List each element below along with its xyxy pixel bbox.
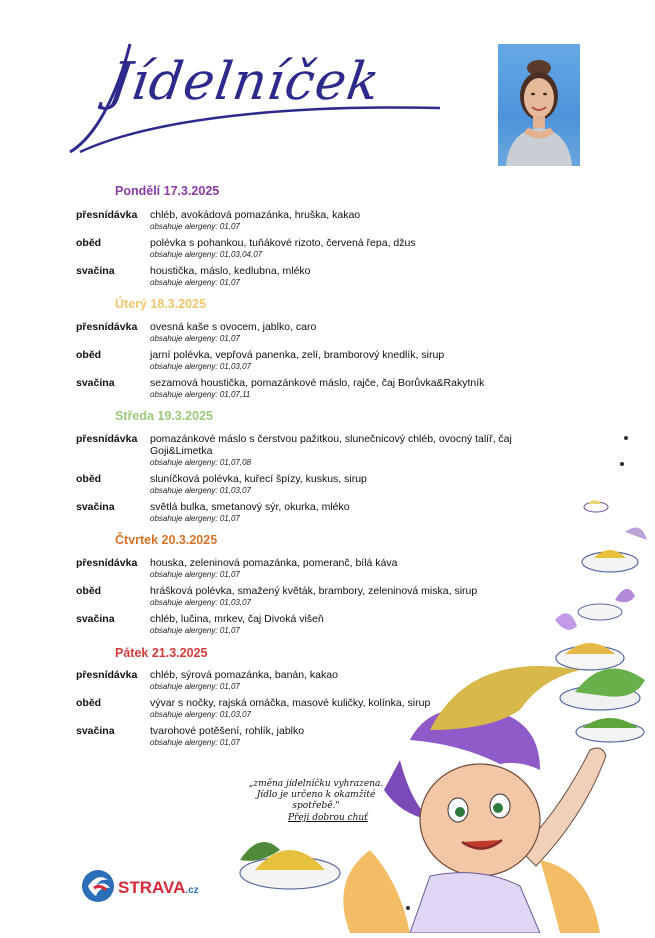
meal-type: oběd bbox=[76, 585, 102, 597]
meal-description: vývar s nočky, rajská omáčka, masové kuličky, kolínka, sirup bbox=[150, 697, 431, 709]
meal-description: hrášková polévka, smažený květák, brambory, zeleninová miska, sirup bbox=[150, 585, 478, 597]
meal-description: chléb, sýrová pomazánka, banán, kakao bbox=[150, 669, 338, 681]
meal-allergens: obsahuje alergeny: 01,07 bbox=[150, 514, 240, 523]
logo-suffix: .cz bbox=[185, 885, 199, 896]
note-line: Jídlo je určeno k okamžité spotřebě." bbox=[256, 790, 376, 811]
meal-type: svačina bbox=[76, 613, 115, 625]
meal-allergens: obsahuje alergeny: 01,07 bbox=[150, 334, 240, 343]
meal-allergens: obsahuje alergeny: 01,07 bbox=[150, 738, 240, 747]
strava-logo bbox=[80, 868, 200, 908]
meal-description: pomazánkové máslo s čerstvou pažitkou, slunečnicový chléb, ovocný talíř, čaj Goji&Limetka bbox=[150, 433, 512, 457]
meal-allergens: obsahuje alergeny: 01,03,07 bbox=[150, 710, 251, 719]
day-title-wednesday: Středa 19.3.2025 bbox=[115, 409, 213, 423]
meal-type: přesnídávka bbox=[76, 321, 138, 333]
meal-type: oběd bbox=[76, 473, 102, 485]
person-portrait-icon bbox=[498, 44, 580, 166]
meal-description: polévka s pohankou, tuňákové rizoto, červená řepa, džus bbox=[150, 237, 416, 249]
meal-allergens: obsahuje alergeny: 01,07 bbox=[150, 682, 240, 691]
meal-description: jarní polévka, vepřová panenka, zelí, bramborový knedlík, sirup bbox=[150, 349, 445, 361]
meal-type: přesnídávka bbox=[76, 669, 138, 681]
meal-type: oběd bbox=[76, 237, 102, 249]
logo-name: STRAVA bbox=[118, 878, 186, 897]
meal-type: svačina bbox=[76, 501, 115, 513]
bon-appetit-text: Přeji dobrou chuť bbox=[288, 813, 368, 823]
meal-type: svačina bbox=[76, 725, 115, 737]
meal-allergens: obsahuje alergeny: 01,03,07 bbox=[150, 598, 251, 607]
meal-description: ovesná kaše s ovocem, jablko, caro bbox=[150, 321, 317, 333]
meal-allergens: obsahuje alergeny: 01,07 bbox=[150, 222, 240, 231]
meal-allergens: obsahuje alergeny: 01,07,08 bbox=[150, 458, 251, 467]
meal-type: přesnídávka bbox=[76, 557, 138, 569]
meal-type: svačina bbox=[76, 265, 115, 277]
meal-type: přesnídávka bbox=[76, 209, 138, 221]
meal-allergens: obsahuje alergeny: 01,03,04,07 bbox=[150, 250, 263, 259]
meal-description: houstička, máslo, kedlubna, mléko bbox=[150, 265, 311, 277]
meal-description: světlá bulka, smetanový sýr, okurka, mléko bbox=[150, 501, 350, 513]
meal-description: houska, zeleninová pomazánka, pomeranč, bílá káva bbox=[150, 557, 398, 569]
meal-allergens: obsahuje alergeny: 01,07 bbox=[150, 626, 240, 635]
meal-description: tvarohové potěšení, rohlík, jablko bbox=[150, 725, 305, 737]
meal-allergens: obsahuje alergeny: 01,03,07 bbox=[150, 486, 251, 495]
meal-type: oběd bbox=[76, 697, 102, 709]
meal-description: chléb, lučina, mrkev, čaj Divoká višeň bbox=[150, 613, 324, 625]
meal-type: přesnídávka bbox=[76, 433, 138, 445]
day-title-monday: Pondělí 17.3.2025 bbox=[115, 184, 220, 198]
day-title-friday: Pátek 21.3.2025 bbox=[115, 646, 208, 660]
meal-type: svačina bbox=[76, 377, 115, 389]
footer-note bbox=[236, 779, 396, 812]
meal-allergens: obsahuje alergeny: 01,03,07 bbox=[150, 362, 251, 371]
meal-allergens: obsahuje alergeny: 01,07,11 bbox=[150, 390, 251, 399]
meal-allergens: obsahuje alergeny: 01,07 bbox=[150, 278, 240, 287]
note-line: „změna jídelníčku vyhrazena. bbox=[248, 779, 384, 789]
fairy-waitress-icon bbox=[230, 430, 655, 933]
logo-text bbox=[118, 878, 199, 898]
day-title-thursday: Čtvrtek 20.3.2025 bbox=[115, 533, 218, 547]
meal-description: sluníčková polévka, kuřecí špízy, kuskus, sirup bbox=[150, 473, 367, 485]
strava-logo-icon bbox=[80, 868, 116, 904]
meal-description: chléb, avokádová pomazánka, hruška, kakao bbox=[150, 209, 361, 221]
meal-allergens: obsahuje alergeny: 01,07 bbox=[150, 570, 240, 579]
day-title-tuesday: Úterý 18.3.2025 bbox=[115, 297, 207, 311]
meal-description: sezamová houstička, pomazánkové máslo, rajče, čaj Borůvka&Rakytník bbox=[150, 377, 485, 389]
teacher-photo bbox=[498, 44, 580, 166]
page-title: Jídelníček bbox=[105, 52, 384, 112]
meal-type: oběd bbox=[76, 349, 102, 361]
fairy-illustration bbox=[230, 430, 655, 933]
